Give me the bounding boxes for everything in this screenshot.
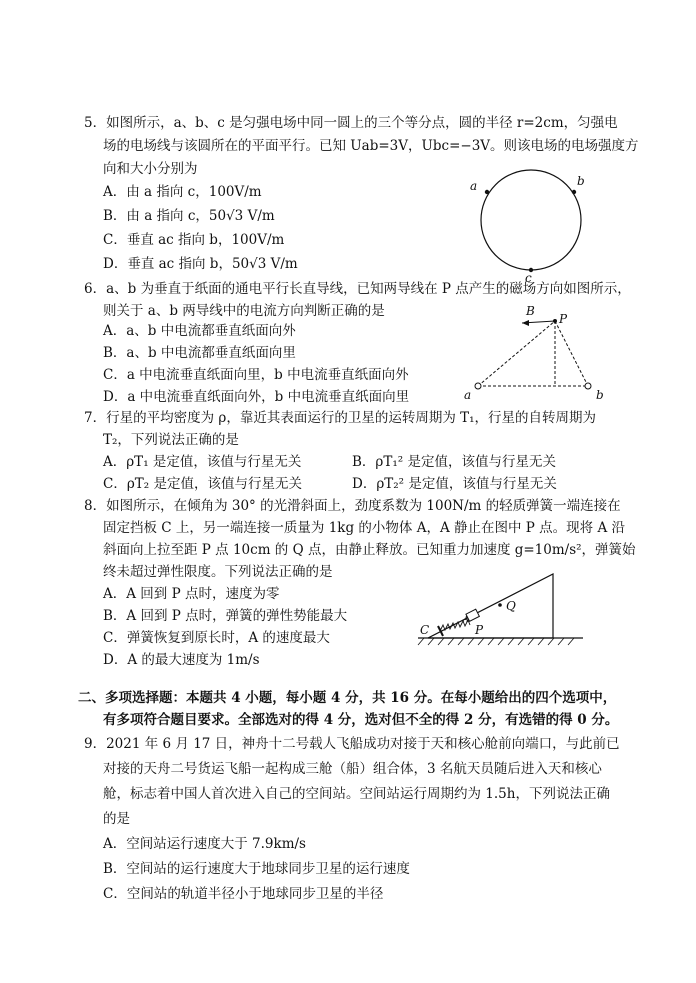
- q6-option-a: A．a、b 中电流都垂直纸面向外: [103, 323, 296, 339]
- q6-option-c: C．a 中电流垂直纸面向里，b 中电流垂直纸面向外: [103, 367, 409, 383]
- q6-wire-a: [475, 383, 481, 389]
- q6-wire-b: [585, 383, 591, 389]
- q5-label-b: b: [577, 174, 585, 188]
- q6-label-p: P: [559, 312, 568, 326]
- q6-option-b: B．a、b 中电流都垂直纸面向里: [103, 345, 296, 361]
- q6-point-p: [553, 319, 557, 323]
- section2-heading-line1: 二、多项选择题：本题共 4 小题，每小题 4 分，共 16 分。在每小题给出的四个选项中，: [78, 690, 617, 706]
- q5-stem-line1: 5．如图所示，a、b、c 是匀强电场中同一圆上的三个等分点，圆的半径 r=2cm，匀强电: [84, 115, 618, 131]
- q9-stem-line4: 的是: [103, 811, 130, 827]
- q5-point-a: [485, 190, 489, 194]
- q7-option-b: B．ρT₁² 是定值，该值与行星无关: [352, 454, 556, 470]
- q5-label-c: c: [525, 271, 532, 285]
- q5-circle-figure: [465, 165, 595, 285]
- q9-option-b: B．空间站的运行速度大于地球同步卫星的运行速度: [103, 861, 410, 877]
- q8-label-c: C: [420, 623, 430, 637]
- q6-stem-line1: 6．a、b 为垂直于纸面的通电平行长直导线，已知两导线在 P 点产生的磁场方向如图所示，: [84, 281, 631, 297]
- q5-option-c: C．垂直 ac 指向 b，100V/m: [103, 232, 285, 248]
- q5-point-b: [572, 190, 576, 194]
- q8-stem-line3: 斜面向上拉至距 P 点 10cm 的 Q 点，由静止释放。已知重力加速度 g=10m/s²，弹簧始: [103, 542, 636, 558]
- q5-stem-line3: 向和大小分别为: [103, 161, 198, 177]
- q6-label-b-field: B: [526, 304, 535, 318]
- q9-option-a: A．空间站运行速度大于 7.9km/s: [103, 836, 306, 852]
- q9-stem-line1: 9．2021 年 6 月 17 日，神舟十二号载人飞船成功对接于天和核心舱前向端口，与此前已: [84, 736, 620, 752]
- q8-label-p: P: [475, 623, 484, 637]
- q8-incline-figure: [418, 570, 583, 650]
- q7-option-c: C．ρT₂ 是定值，该值与行星无关: [103, 476, 302, 492]
- q8-stem-line4: 终未超过弹性限度。下列说法正确的是: [103, 564, 333, 580]
- q8-label-q: Q: [506, 599, 516, 613]
- q8-label-a: A: [463, 615, 469, 624]
- q5-option-b: B．由 a 指向 c，50√3 V/m: [103, 208, 275, 224]
- q8-option-c: C．弹簧恢复到原长时，A 的速度最大: [103, 630, 330, 646]
- q6-option-d: D．a 中电流垂直纸面向外，b 中电流垂直纸面向里: [103, 389, 410, 405]
- q5-option-d: D．垂直 ac 指向 b，50√3 V/m: [103, 256, 298, 272]
- q8-stem-line1: 8．如图所示，在倾角为 30° 的光滑斜面上，劲度系数为 100N/m 的轻质弹簧一端连接在: [84, 498, 621, 514]
- q8-option-a: A．A 回到 P 点时，速度为零: [103, 586, 280, 602]
- q6-label-b: b: [596, 388, 604, 402]
- q8-option-d: D．A 的最大速度为 1m/s: [103, 652, 260, 668]
- q8-point-q: [498, 603, 502, 607]
- q7-stem-line1: 7．行星的平均密度为 ρ，靠近其表面运行的卫星的运转周期为 T₁，行星的自转周期为: [84, 410, 597, 426]
- q6-stem-line2: 则关于 a、b 两导线中的电流方向判断正确的是: [103, 303, 385, 319]
- q5-stem-line2: 场的电场线与该圆所在的平面平行。已知 Uab=3V，Ubc=−3V。则该电场的电场强度方: [103, 138, 639, 154]
- q6-label-a: a: [464, 388, 472, 402]
- q5-label-a: a: [470, 179, 478, 193]
- q7-option-d: D．ρT₂² 是定值，该值与行星无关: [352, 476, 557, 492]
- q8-stem-line2: 固定挡板 C 上，另一端连接一质量为 1kg 的小物体 A，A 静止在图中 P 点。现将 A 沿: [103, 520, 625, 536]
- q6-wires-figure: [460, 302, 610, 402]
- q9-stem-line2: 对接的天舟二号货运飞船一起构成三舱（船）组合体，3 名航天员随后进入天和核心: [103, 761, 602, 777]
- q5-option-a: A．由 a 指向 c，100V/m: [103, 184, 262, 200]
- q8-incline: [428, 574, 553, 638]
- q9-stem-line3: 舱，标志着中国人首次进入自己的空间站。空间站运行周期约为 1.5h，下列说法正确: [103, 786, 610, 802]
- q7-stem-line2: T₂，下列说法正确的是: [103, 432, 239, 448]
- section2-heading-line2: 有多项符合题目要求。全部选对的得 4 分，选对但不全的得 2 分，有选错的得 0 分。: [103, 712, 619, 728]
- q8-option-b: B．A 回到 P 点时，弹簧的弹性势能最大: [103, 608, 348, 624]
- q7-option-a: A．ρT₁ 是定值，该值与行星无关: [103, 454, 302, 470]
- q9-option-c: C．空间站的轨道半径小于地球同步卫星的半径: [103, 886, 384, 902]
